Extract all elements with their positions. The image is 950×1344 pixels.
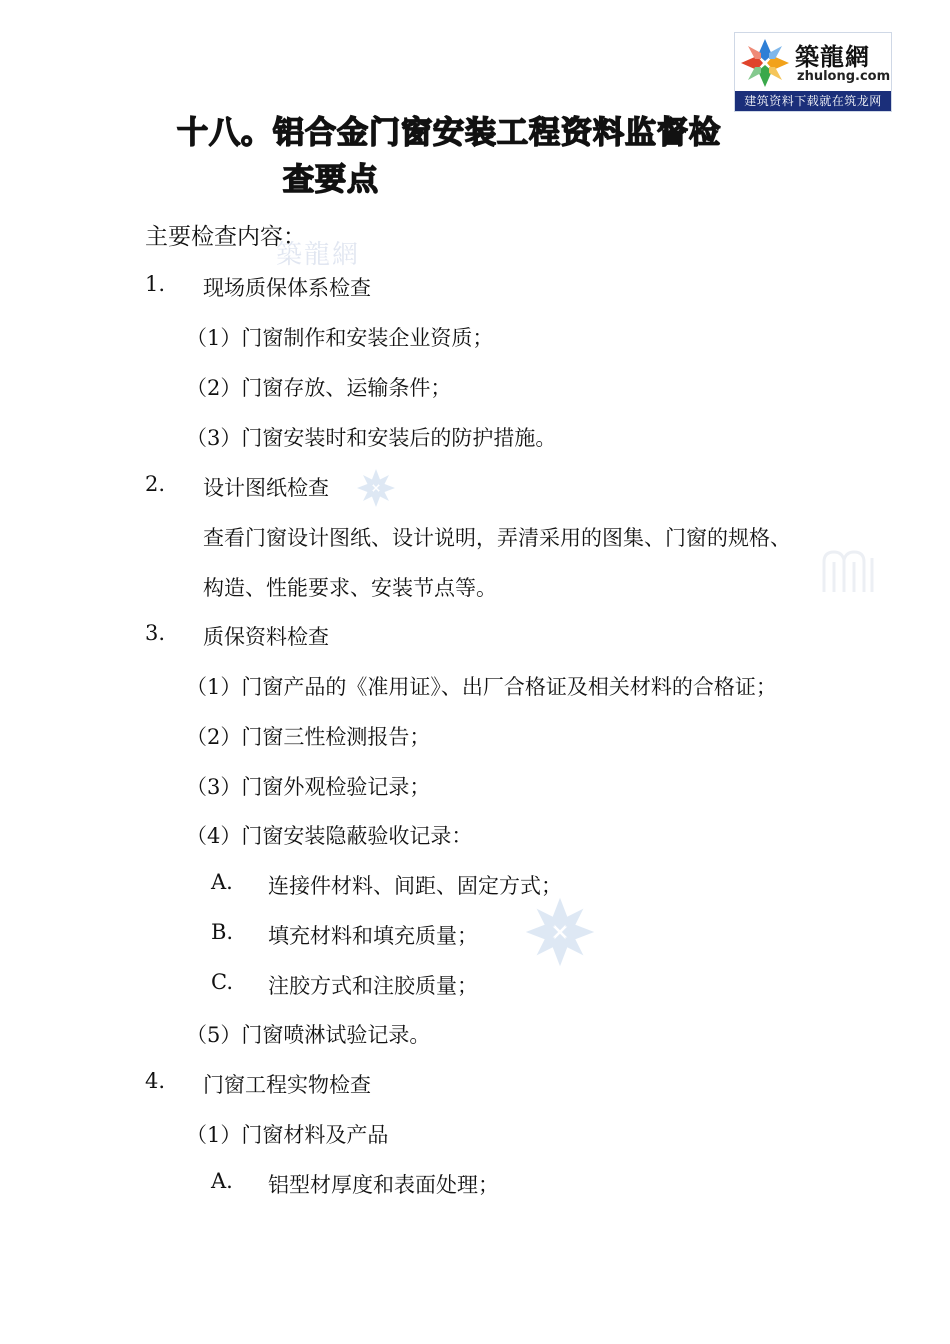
logo-domain: zhulong.com: [797, 69, 891, 84]
sub-item-text: 注胶方式和注胶质量；: [268, 974, 478, 998]
sub-item-letter: A.: [211, 1169, 233, 1193]
section-title: 现场质保体系检查: [203, 276, 371, 300]
logo-chinese-name: 築龍網: [795, 42, 870, 71]
sub-item-text: 填充材料和填充质量；: [268, 924, 478, 948]
list-item: （1）门窗材料及产品: [186, 1123, 389, 1147]
paragraph-line: 构造、性能要求、安装节点等。: [203, 576, 497, 600]
watermark-snowflake-icon: [356, 468, 396, 508]
list-item: （1）门窗产品的《准用证》、出厂合格证及相关材料的合格证；: [186, 675, 777, 699]
zhulong-logo: [734, 32, 892, 112]
list-item: （3）门窗安装时和安装后的防护措施。: [186, 426, 557, 450]
sub-item-letter: C.: [211, 970, 233, 994]
sub-item-text: 铝型材厚度和表面处理；: [268, 1173, 499, 1197]
section-number: 4.: [145, 1069, 166, 1093]
paragraph-line: 查看门窗设计图纸、设计说明，弄清采用的图集、门窗的规格、: [203, 526, 791, 550]
watermark-m-mark-icon: [820, 548, 876, 594]
section-number: 3.: [145, 621, 166, 645]
document-title-line-2: 查要点: [283, 162, 379, 198]
section-number: 2.: [145, 472, 166, 496]
list-item: （1）门窗制作和安装企业资质；: [186, 326, 494, 350]
logo-slogan: 建筑资料下载就在筑龙网: [735, 91, 891, 111]
main-heading: 主要检查内容：: [145, 224, 306, 250]
sub-item-letter: B.: [211, 920, 234, 944]
sub-item-letter: A.: [211, 870, 233, 894]
watermark-text: 築龍網: [276, 240, 361, 270]
watermark-snowflake-large-icon: [524, 896, 596, 968]
list-item: （2）门窗存放、运输条件；: [186, 376, 452, 400]
section-title: 质保资料检查: [203, 625, 329, 649]
document-title-line-1: 十八。铝合金门窗安装工程资料监督检: [177, 115, 721, 151]
section-title: 门窗工程实物检查: [203, 1073, 371, 1097]
section-title: 设计图纸检查: [203, 476, 329, 500]
list-item: （3）门窗外观检验记录；: [186, 775, 431, 799]
section-number: 1.: [145, 272, 166, 296]
list-item: （4）门窗安装隐蔽验收记录：: [186, 824, 473, 848]
list-item: （5）门窗喷淋试验记录。: [186, 1023, 431, 1047]
sub-item-text: 连接件材料、间距、固定方式；: [268, 874, 562, 898]
snowflake-logo-icon: [739, 37, 791, 89]
list-item: （2）门窗三性检测报告；: [186, 725, 431, 749]
